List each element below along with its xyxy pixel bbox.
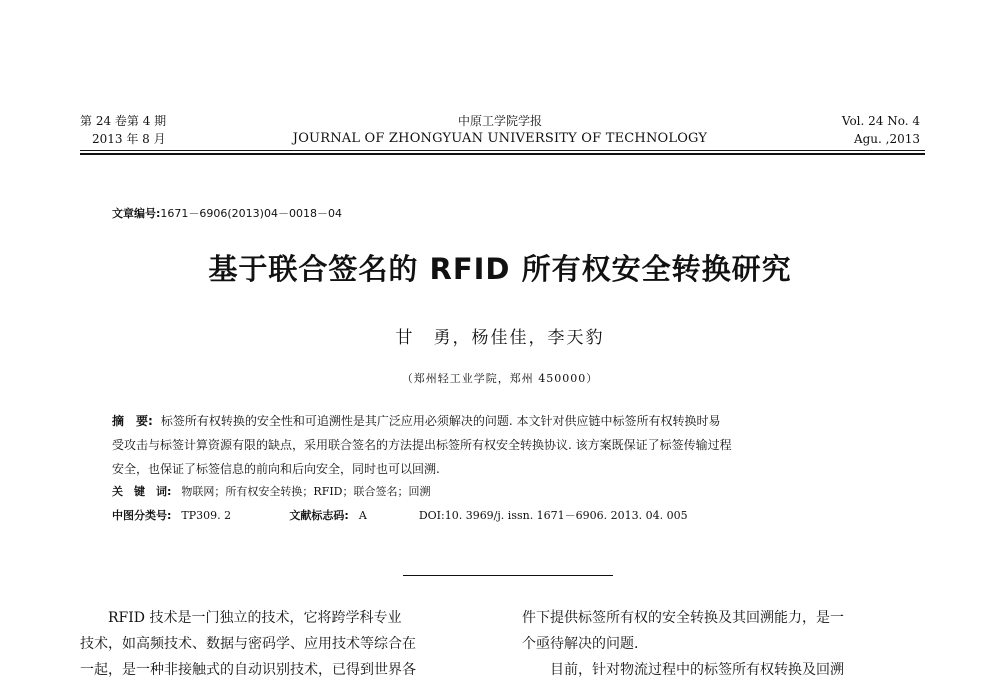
abstract bbox=[112, 409, 902, 481]
section-separator bbox=[403, 575, 613, 576]
journal-name-cn: 中原工学院学报 bbox=[457, 114, 542, 128]
abstract-label: 摘 要: bbox=[112, 414, 153, 428]
body-left-column bbox=[80, 605, 490, 683]
keywords bbox=[112, 483, 430, 499]
abstract-line: 受攻击与标签计算资源有限的缺点，采用联合签名的方法提出标签所有权安全转换协议. 该方案既保证了标签传输过程 bbox=[112, 438, 732, 452]
body-paragraph-line: 个亟待解决的问题. bbox=[522, 636, 639, 652]
body-paragraph-line: 目前，针对物流过程中的标签所有权转换及回溯 bbox=[550, 662, 844, 678]
issue-date: Agu. ,2013 bbox=[853, 132, 920, 146]
body-paragraph-line: 技术，如高频技术、数据与密码学、应用技术等综合在 bbox=[80, 636, 416, 652]
journal-name-en: JOURNAL OF ZHONGYUAN UNIVERSITY OF TECHNOLOGY bbox=[292, 131, 708, 146]
volume-issue: 第 24 卷第 4 期 bbox=[80, 114, 167, 128]
abstract-line: 安全，也保证了标签信息的前向和后向安全，同时也可以回溯. bbox=[112, 462, 440, 476]
article-number-label: 文章编号: bbox=[112, 207, 161, 220]
paper-title: 基于联合签名的 RFID 所有权安全转换研究 bbox=[208, 252, 792, 286]
body-paragraph-line: 件下提供标签所有权的安全转换及其回溯能力，是一 bbox=[522, 610, 844, 626]
classification bbox=[112, 507, 688, 523]
body-paragraph-line: 一起，是一种非接触式的自动识别技术，已得到世界各 bbox=[80, 662, 416, 678]
keywords-value: 物联网；所有权安全转换；RFID；联合签名；回溯 bbox=[181, 485, 431, 498]
header-rule-bottom bbox=[80, 153, 925, 155]
classification-value: TP309. 2 bbox=[181, 509, 232, 522]
article-number bbox=[112, 205, 342, 221]
body-right-column bbox=[522, 605, 932, 683]
document-code-label: 文献标志码: bbox=[289, 509, 349, 522]
doi: DOI:10. 3969/j. issn. 1671－6906. 2013. 04. 005 bbox=[418, 509, 688, 522]
header-rule-top bbox=[80, 150, 925, 151]
authors: 甘 勇，杨佳佳，李天豹 bbox=[395, 328, 605, 348]
article-number-value: 1671－6906(2013)04－0018－04 bbox=[160, 207, 342, 220]
volume-number: Vol. 24 No. 4 bbox=[841, 114, 920, 128]
classification-label: 中图分类号: bbox=[112, 509, 172, 522]
keywords-label: 关 键 词: bbox=[112, 485, 172, 498]
affiliation: （郑州轻工业学院，郑州 450000） bbox=[401, 372, 599, 385]
body-paragraph-line: RFID 技术是一门独立的技术，它将跨学科专业 bbox=[108, 610, 402, 626]
abstract-text: 标签所有权转换的安全性和可追溯性是其广泛应用必须解决的问题. 本文针对供应链中标签所有权转换时易 bbox=[160, 414, 721, 428]
publication-date: 2013 年 8 月 bbox=[92, 132, 166, 146]
abstract-line bbox=[112, 409, 902, 433]
document-code-value: A bbox=[358, 509, 367, 522]
